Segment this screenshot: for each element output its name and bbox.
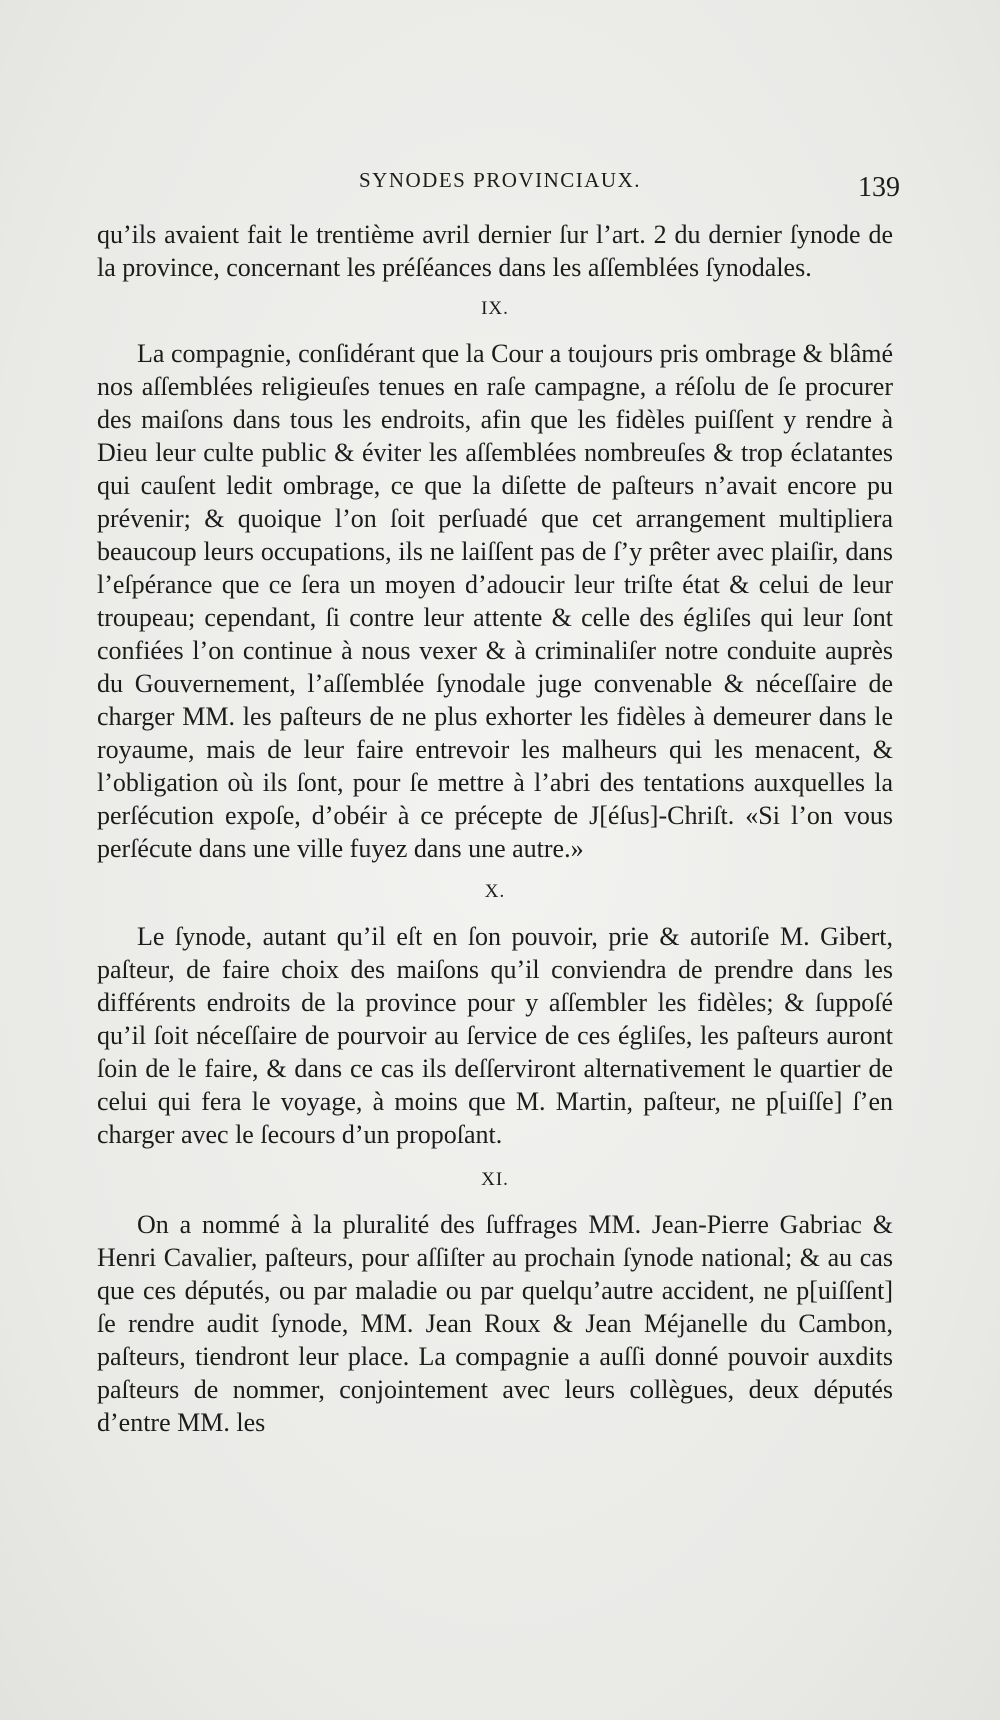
running-title: SYNODES PROVINCIAUX. — [358, 168, 642, 192]
page-number: 139 — [858, 172, 900, 203]
section-heading-x: X. — [484, 881, 506, 902]
section-heading-xi: XI. — [481, 1169, 509, 1190]
paragraph-ix: La compagnie, conſidérant que la Cour a toujours pris ombrage & blâmé nos aſſemblées religieuſes tenues en raſe campagne, a réſolu de ſe procurer des maiſons dans tous les endroits, afin que les fidèles puiſſent y rendre à Dieu leur culte public & éviter les aſſemblées nombreuſes & trop éclatantes qui cauſent ledit ombrage, ce que la diſette de paſteurs n’avait encore pu prévenir; & quoique l’on ſoit perſuadé que cet arrangement multipliera beaucoup leurs occupations, ils ne laiſſent pas de ſ’y prêter avec plaiſir, dans l’eſpérance que ce ſera un moyen d’adoucir leur triſte état & celui de leur troupeau; cependant, ſi contre leur attente & celle des égliſes qui leur ſont confiées l’on continue à nous vexer & à criminaliſer notre conduite auprès du Gouvernement, l’aſſemblée ſynodale juge convenable & néceſſaire de charger MM. les paſteurs de ne plus exhorter les fidèles à demeurer dans le royaume, mais de leur faire entrevoir les malheurs qui les menacent, & l’obligation où ils ſont, pour ſe mettre à l’abri des tentations auxquelles la perſécution expoſe, d’obéir à ce précepte de J[éſus]-Chriſt. «Si l’on vous perſécute dans une ville fuyez dans une autre.» — [97, 339, 893, 863]
paragraph-xi: On a nommé à la pluralité des ſuffrages MM. Jean-Pierre Gabriac & Henri Cavalier, paſteurs, pour aſſiſter au prochain ſynode national; & au cas que ces députés, ou par maladie ou par quelqu’autre accident, ne p[uiſſent] ſe rendre audit ſynode, MM. Jean Roux & Jean Méjanelle du Cambon, paſteurs, tiendront leur place. La compagnie a auſſi donné pouvoir auxdits paſteurs de nommer, conjointement avec leurs collègues, deux députés d’entre MM. les — [97, 1210, 893, 1437]
paragraph-x: Le ſynode, autant qu’il eſt en ſon pouvoir, prie & autoriſe M. Gibert, paſteur, de faire choix des maiſons qu’il conviendra de prendre dans les différents endroits de la province pour y aſſembler les fidèles; & ſuppoſé qu’il ſoit néceſſaire de pourvoir au ſervice de ces égliſes, les paſteurs auront ſoin de le faire, & dans ce cas ils deſſerviront alternativement le quartier de celui qui fera le voyage, à moins que M. Martin, paſteur, ne p[uiſſe] ſ’en charger avec le ſecours d’un propoſant. — [97, 922, 893, 1149]
section-heading-ix: IX. — [481, 298, 509, 319]
body-text — [97, 218, 893, 1439]
paragraph-continuation: qu’ils avaient fait le trentième avril dernier ſur l’art. 2 du dernier ſynode de la province, concernant les préſéances dans les aſſemblées ſynodales. — [97, 220, 893, 282]
